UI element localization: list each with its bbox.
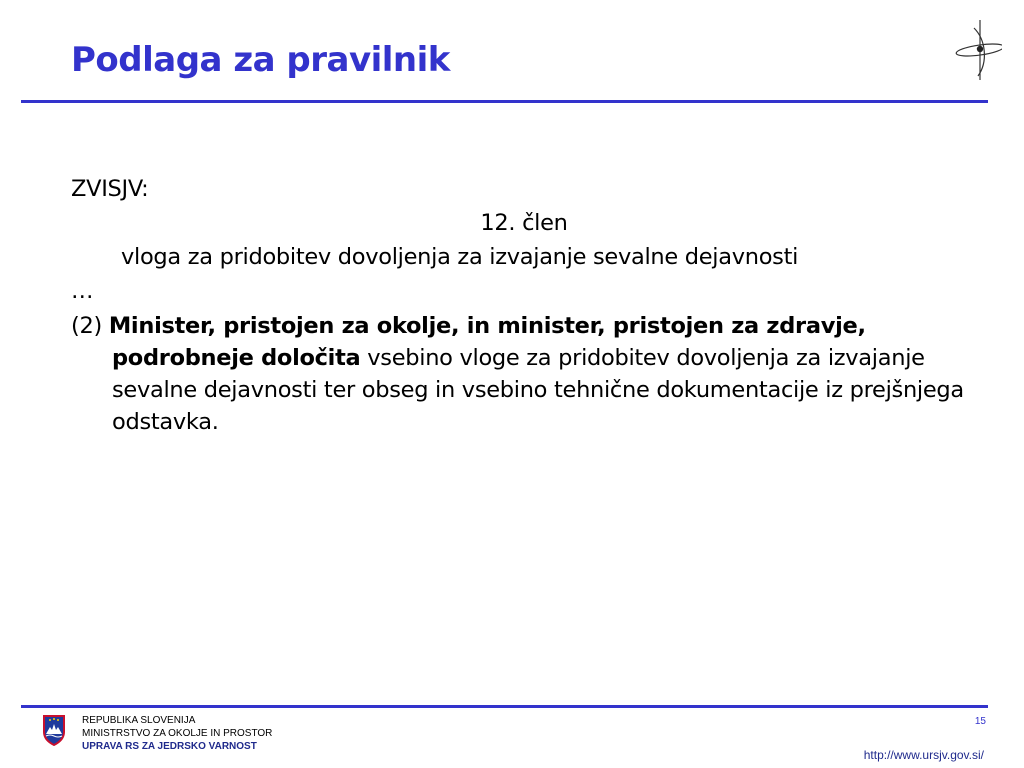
website-link[interactable]: http://www.ursjv.gov.si/ (863, 748, 984, 762)
paragraph-number: (2) (71, 313, 102, 339)
article-number: 12. člen (480, 210, 568, 236)
org-line-administration: UPRAVA RS ZA JEDRSKO VARNOST (82, 741, 257, 752)
article-title: vloga za pridobitev dovoljenja za izvajanje sevalne dejavnosti (121, 244, 799, 270)
law-name: ZVISJV: (71, 176, 149, 202)
paragraph-bold-text: Minister, pristojen za okolje, in minister, pristojen za zdravje, podrobneje določita (108, 313, 866, 371)
footer-divider (21, 705, 988, 708)
page-number: 15 (974, 716, 986, 727)
slovenia-coat-of-arms-icon (42, 714, 66, 746)
slide-title: Podlaga za pravilnik (71, 40, 450, 80)
org-line-republic: REPUBLIKA SLOVENIJA (82, 715, 196, 726)
atom-orbit-logo-icon (952, 18, 1002, 82)
ellipsis: … (71, 278, 94, 304)
title-divider (21, 100, 988, 103)
paragraph-rest-text: vsebino vloge za pridobitev dovoljenja za izvajanje sevalne dejavnosti ter obseg in vsebino tehnične dokumentacije iz prejšnjega odstavka. (112, 345, 964, 435)
slide-body (71, 172, 971, 438)
org-line-ministry: MINISTRSTVO ZA OKOLJE IN PROSTOR (82, 728, 273, 739)
paragraph-2 (71, 310, 971, 438)
organization-block (82, 714, 272, 753)
